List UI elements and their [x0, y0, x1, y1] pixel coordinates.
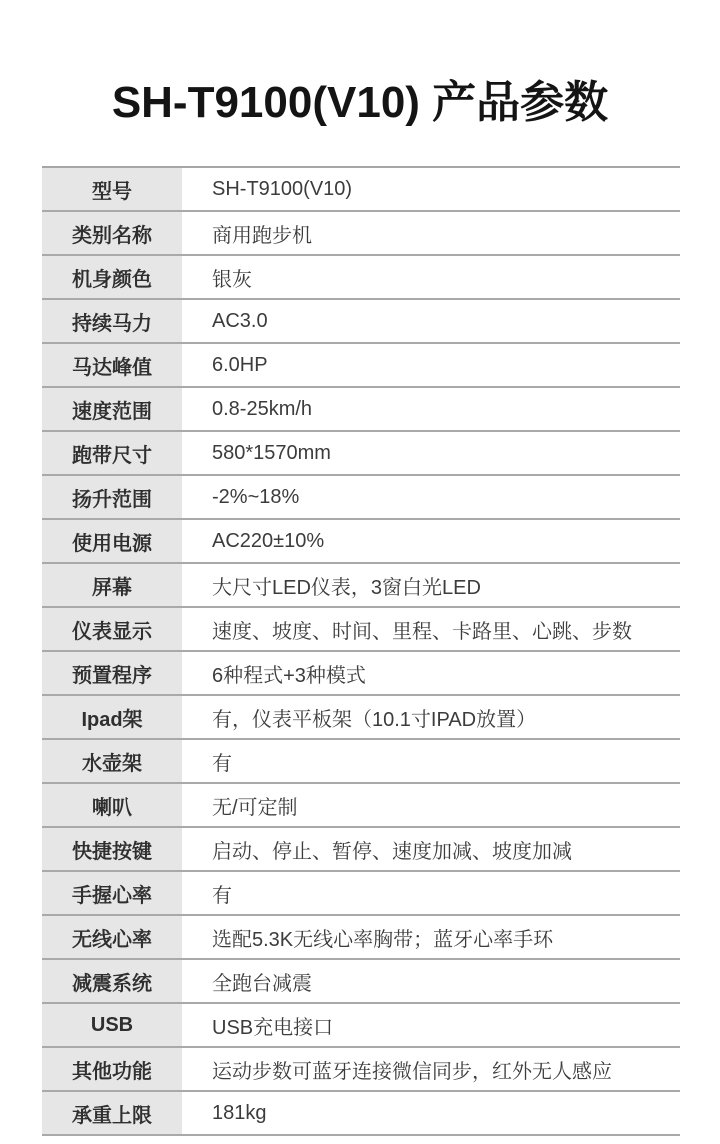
- spec-value: 有: [212, 752, 232, 775]
- spec-label: 屏幕: [42, 564, 182, 606]
- table-row: [42, 344, 680, 388]
- table-row: [42, 300, 680, 344]
- spec-label: 水壶架: [42, 740, 182, 782]
- spec-label: 其他功能: [42, 1048, 182, 1090]
- spec-value: 运动步数可蓝牙连接微信同步，红外无人感应: [212, 1060, 612, 1083]
- spec-label: 预置程序: [42, 652, 182, 694]
- table-row: [42, 432, 680, 476]
- table-row: [42, 256, 680, 300]
- table-row: [42, 1048, 680, 1092]
- table-row: [42, 564, 680, 608]
- spec-label: 型号: [42, 168, 182, 210]
- table-row: [42, 916, 680, 960]
- table-row: [42, 1004, 680, 1048]
- spec-value: 181kg: [212, 1101, 267, 1124]
- spec-value: AC220±10%: [212, 529, 325, 552]
- spec-label: Ipad架: [42, 696, 182, 738]
- spec-value: 商用跑步机: [212, 224, 312, 247]
- spec-value: 选配5.3K无线心率胸带；蓝牙心率手环: [212, 928, 554, 951]
- spec-value: 速度、坡度、时间、里程、卡路里、心跳、步数: [212, 620, 632, 643]
- table-row: [42, 520, 680, 564]
- spec-value: 580*1570mm: [212, 441, 331, 464]
- spec-label: USB: [42, 1004, 182, 1046]
- table-row: [42, 168, 680, 212]
- spec-value: 无/可定制: [212, 796, 298, 819]
- spec-value: 6.0HP: [212, 353, 268, 376]
- spec-value: SH-T9100(V10): [212, 177, 353, 200]
- spec-value: 0.8-25km/h: [212, 397, 313, 420]
- spec-label: 速度范围: [42, 388, 182, 430]
- spec-value: 有: [212, 884, 232, 907]
- spec-label: 仪表显示: [42, 608, 182, 650]
- spec-value: 银灰: [212, 268, 252, 291]
- spec-value: 启动、停止、暂停、速度加减、坡度加减: [212, 840, 572, 863]
- table-row: [42, 388, 680, 432]
- table-row: [42, 212, 680, 256]
- spec-value: 大尺寸LED仪表，3窗白光LED: [212, 576, 481, 599]
- spec-label: 类别名称: [42, 212, 182, 254]
- spec-label: 减震系统: [42, 960, 182, 1002]
- spec-value: USB充电接口: [212, 1016, 334, 1039]
- table-row: [42, 476, 680, 520]
- table-row: [42, 1092, 680, 1136]
- spec-table: [42, 166, 680, 1136]
- table-row: [42, 696, 680, 740]
- spec-label: 快捷按键: [42, 828, 182, 870]
- table-row: [42, 652, 680, 696]
- spec-value: AC3.0: [212, 309, 268, 332]
- spec-label: 无线心率: [42, 916, 182, 958]
- spec-label: 承重上限: [42, 1092, 182, 1134]
- spec-label: 扬升范围: [42, 476, 182, 518]
- table-row: [42, 960, 680, 1004]
- spec-value: 6种程式+3种模式: [212, 664, 366, 687]
- spec-label: 跑带尺寸: [42, 432, 182, 474]
- spec-value: 全跑台减震: [212, 972, 312, 995]
- table-row: [42, 872, 680, 916]
- spec-value: 有，仪表平板架（10.1寸IPAD放置）: [212, 708, 537, 731]
- spec-label: 使用电源: [42, 520, 182, 562]
- table-row: [42, 740, 680, 784]
- spec-label: 喇叭: [42, 784, 182, 826]
- spec-label: 机身颜色: [42, 256, 182, 298]
- table-row: [42, 828, 680, 872]
- table-row: [42, 608, 680, 652]
- spec-label: 手握心率: [42, 872, 182, 914]
- table-row: [42, 784, 680, 828]
- spec-label: 马达峰值: [42, 344, 182, 386]
- spec-value: -2%~18%: [212, 485, 300, 508]
- spec-label: 持续马力: [42, 300, 182, 342]
- page-title: SH-T9100(V10) 产品参数: [111, 78, 609, 128]
